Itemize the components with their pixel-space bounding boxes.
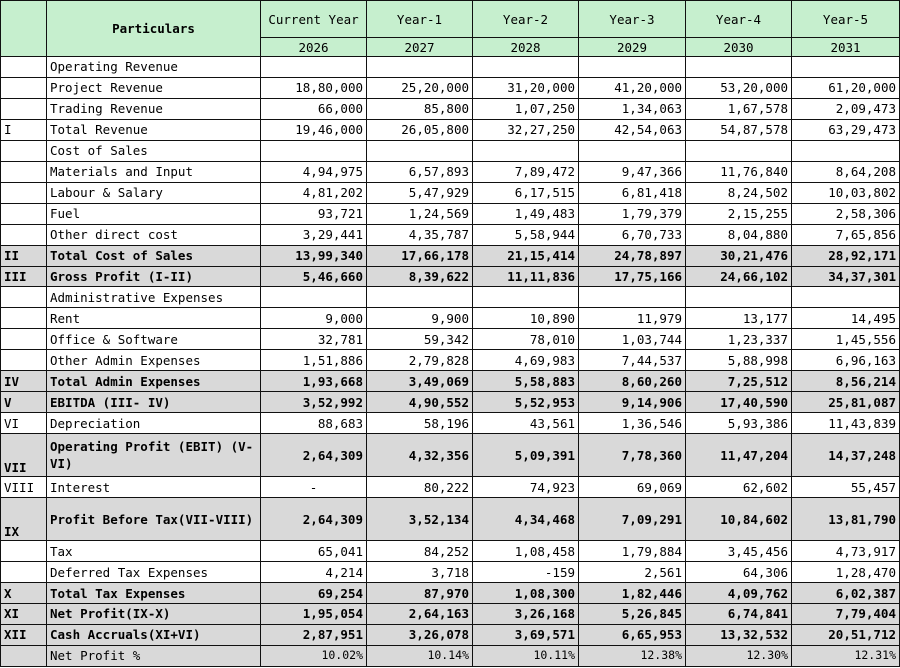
value-cell: 32,27,250 (473, 119, 579, 140)
row-label: Rent (47, 308, 261, 329)
row-number: X (1, 583, 47, 604)
value-cell: 11,47,204 (686, 434, 792, 477)
value-cell: 8,24,502 (686, 182, 792, 203)
value-cell: 3,29,441 (261, 224, 367, 245)
row-label: EBITDA (III- IV) (47, 392, 261, 413)
value-cell: 10.14% (367, 645, 473, 666)
value-cell: 64,306 (686, 562, 792, 583)
value-cell: 10.11% (473, 645, 579, 666)
row-number: II (1, 245, 47, 266)
header-row-labels (1, 1, 900, 38)
value-cell: 17,66,178 (367, 245, 473, 266)
row-number (1, 182, 47, 203)
value-cell: 9,900 (367, 308, 473, 329)
value-cell: 19,46,000 (261, 119, 367, 140)
value-cell: 8,56,214 (792, 371, 900, 392)
table-row (1, 308, 900, 329)
value-cell: 10.02% (261, 645, 367, 666)
value-cell: 7,89,472 (473, 161, 579, 182)
value-cell: 5,93,386 (686, 413, 792, 434)
row-label: Interest (47, 477, 261, 498)
table-row (1, 434, 900, 477)
value-cell: 53,20,000 (686, 77, 792, 98)
row-label: Total Tax Expenses (47, 583, 261, 604)
row-label: Total Cost of Sales (47, 245, 261, 266)
row-number: XI (1, 604, 47, 625)
value-cell: 58,196 (367, 413, 473, 434)
value-cell (579, 140, 686, 161)
value-cell: 43,561 (473, 413, 579, 434)
value-cell: 4,32,356 (367, 434, 473, 477)
row-number (1, 287, 47, 308)
value-cell: 25,20,000 (367, 77, 473, 98)
period-header-year: 2030 (686, 38, 792, 57)
value-cell: 8,04,880 (686, 224, 792, 245)
table-row (1, 98, 900, 119)
row-number (1, 541, 47, 562)
row-label: Materials and Input (47, 161, 261, 182)
period-header-year: 2026 (261, 38, 367, 57)
value-cell: 1,23,337 (686, 329, 792, 350)
row-label: Operating Revenue (47, 57, 261, 78)
value-cell: 69,254 (261, 583, 367, 604)
value-cell: 4,73,917 (792, 541, 900, 562)
table-row (1, 119, 900, 140)
value-cell: 6,02,387 (792, 583, 900, 604)
table-row (1, 413, 900, 434)
value-cell: 1,51,886 (261, 350, 367, 371)
value-cell (367, 57, 473, 78)
row-number (1, 77, 47, 98)
value-cell: 5,88,998 (686, 350, 792, 371)
value-cell: 1,28,470 (792, 562, 900, 583)
value-cell (473, 57, 579, 78)
value-cell: 11,76,840 (686, 161, 792, 182)
value-cell: 5,09,391 (473, 434, 579, 477)
row-label: Deferred Tax Expenses (47, 562, 261, 583)
value-cell: 10,84,602 (686, 498, 792, 541)
table-row (1, 477, 900, 498)
value-cell: 18,80,000 (261, 77, 367, 98)
value-cell: 1,45,556 (792, 329, 900, 350)
value-cell: 6,65,953 (579, 624, 686, 645)
value-cell: 3,718 (367, 562, 473, 583)
value-cell: 17,40,590 (686, 392, 792, 413)
value-cell (579, 57, 686, 78)
row-number: I (1, 119, 47, 140)
value-cell: 5,46,660 (261, 266, 367, 287)
value-cell (261, 287, 367, 308)
table-row (1, 624, 900, 645)
row-number: III (1, 266, 47, 287)
value-cell: 88,683 (261, 413, 367, 434)
value-cell: 6,96,163 (792, 350, 900, 371)
value-cell: 3,45,456 (686, 541, 792, 562)
row-number: V (1, 392, 47, 413)
table-row (1, 224, 900, 245)
value-cell: 21,15,414 (473, 245, 579, 266)
value-cell: 12.30% (686, 645, 792, 666)
row-label: Cash Accruals(XI+VI) (47, 624, 261, 645)
value-cell: 3,26,168 (473, 604, 579, 625)
value-cell: 6,81,418 (579, 182, 686, 203)
value-cell: 62,602 (686, 477, 792, 498)
value-cell: 3,26,078 (367, 624, 473, 645)
value-cell: 1,49,483 (473, 203, 579, 224)
value-cell: 42,54,063 (579, 119, 686, 140)
value-cell: 1,24,569 (367, 203, 473, 224)
value-cell: 3,69,571 (473, 624, 579, 645)
value-cell: 6,17,515 (473, 182, 579, 203)
value-cell: 26,05,800 (367, 119, 473, 140)
value-cell: 55,457 (792, 477, 900, 498)
value-cell: 1,82,446 (579, 583, 686, 604)
row-label: Net Profit(IX-X) (47, 604, 261, 625)
table-row (1, 329, 900, 350)
row-label: Gross Profit (I-II) (47, 266, 261, 287)
table-row (1, 140, 900, 161)
row-label: Fuel (47, 203, 261, 224)
value-cell: 4,90,552 (367, 392, 473, 413)
value-cell (686, 140, 792, 161)
value-cell: 20,51,712 (792, 624, 900, 645)
table-row (1, 392, 900, 413)
row-number (1, 562, 47, 583)
row-label: Operating Profit (EBIT) (V-VI) (47, 434, 261, 477)
value-cell: 1,79,884 (579, 541, 686, 562)
value-cell: 84,252 (367, 541, 473, 562)
value-cell: 6,57,893 (367, 161, 473, 182)
value-cell: 6,74,841 (686, 604, 792, 625)
table-row (1, 371, 900, 392)
period-header-label: Current Year (261, 1, 367, 38)
value-cell: 3,49,069 (367, 371, 473, 392)
row-number: VIII (1, 477, 47, 498)
value-cell: 12.38% (579, 645, 686, 666)
value-cell: 4,94,975 (261, 161, 367, 182)
row-number: VI (1, 413, 47, 434)
table-row (1, 498, 900, 541)
value-cell: 24,78,897 (579, 245, 686, 266)
table-row (1, 287, 900, 308)
table-row (1, 245, 900, 266)
value-cell: 4,35,787 (367, 224, 473, 245)
table-row (1, 161, 900, 182)
period-header-label: Year-4 (686, 1, 792, 38)
row-label: Profit Before Tax(VII-VIII) (47, 498, 261, 541)
value-cell: 5,52,953 (473, 392, 579, 413)
value-cell: 9,47,366 (579, 161, 686, 182)
value-cell: 4,34,468 (473, 498, 579, 541)
value-cell: 4,81,202 (261, 182, 367, 203)
value-cell: 9,000 (261, 308, 367, 329)
value-cell: 9,14,906 (579, 392, 686, 413)
value-cell: -159 (473, 562, 579, 583)
period-header-year: 2028 (473, 38, 579, 57)
value-cell (473, 140, 579, 161)
value-cell (473, 287, 579, 308)
row-number-header (1, 1, 47, 57)
value-cell: 2,58,306 (792, 203, 900, 224)
particulars-header: Particulars (47, 1, 261, 57)
period-header-label: Year-2 (473, 1, 579, 38)
row-label: Project Revenue (47, 77, 261, 98)
value-cell: 7,65,856 (792, 224, 900, 245)
row-label: Labour & Salary (47, 182, 261, 203)
value-cell (261, 140, 367, 161)
value-cell: 4,69,983 (473, 350, 579, 371)
row-number (1, 161, 47, 182)
table-row (1, 583, 900, 604)
row-label: Administrative Expenses (47, 287, 261, 308)
value-cell: 2,79,828 (367, 350, 473, 371)
row-number (1, 57, 47, 78)
value-cell (261, 57, 367, 78)
value-cell: 11,979 (579, 308, 686, 329)
row-number: IX (1, 498, 47, 541)
value-cell (367, 287, 473, 308)
value-cell: 1,08,458 (473, 541, 579, 562)
row-label: Total Admin Expenses (47, 371, 261, 392)
row-number: VII (1, 434, 47, 477)
value-cell: 10,890 (473, 308, 579, 329)
row-label: Cost of Sales (47, 140, 261, 161)
value-cell (579, 287, 686, 308)
value-cell: 24,66,102 (686, 266, 792, 287)
table-row (1, 541, 900, 562)
value-cell: 1,08,300 (473, 583, 579, 604)
value-cell: 13,32,532 (686, 624, 792, 645)
row-number (1, 350, 47, 371)
period-header-year: 2027 (367, 38, 473, 57)
value-cell: 7,44,537 (579, 350, 686, 371)
value-cell: 2,64,309 (261, 434, 367, 477)
value-cell: 32,781 (261, 329, 367, 350)
table-row (1, 57, 900, 78)
row-number: XII (1, 624, 47, 645)
value-cell: 66,000 (261, 98, 367, 119)
value-cell: 1,07,250 (473, 98, 579, 119)
value-cell: 1,34,063 (579, 98, 686, 119)
row-label: Tax (47, 541, 261, 562)
value-cell: 30,21,476 (686, 245, 792, 266)
value-cell: 7,25,512 (686, 371, 792, 392)
value-cell: 63,29,473 (792, 119, 900, 140)
value-cell: 87,970 (367, 583, 473, 604)
value-cell: 1,95,054 (261, 604, 367, 625)
row-number (1, 140, 47, 161)
value-cell: 31,20,000 (473, 77, 579, 98)
table-row (1, 266, 900, 287)
value-cell: 8,39,622 (367, 266, 473, 287)
value-cell (367, 140, 473, 161)
value-cell: 69,069 (579, 477, 686, 498)
period-header-year: 2031 (792, 38, 900, 57)
value-cell: 4,214 (261, 562, 367, 583)
value-cell: 11,11,836 (473, 266, 579, 287)
value-cell: 1,03,744 (579, 329, 686, 350)
period-header-year: 2029 (579, 38, 686, 57)
value-cell: 59,342 (367, 329, 473, 350)
row-label: Other Admin Expenses (47, 350, 261, 371)
value-cell: 10,03,802 (792, 182, 900, 203)
value-cell: 5,58,944 (473, 224, 579, 245)
value-cell: 3,52,134 (367, 498, 473, 541)
table-row (1, 604, 900, 625)
value-cell: 2,64,309 (261, 498, 367, 541)
value-cell: 1,67,578 (686, 98, 792, 119)
table-row (1, 182, 900, 203)
row-label: Net Profit % (47, 645, 261, 666)
row-label: Total Revenue (47, 119, 261, 140)
table-body (1, 57, 900, 667)
value-cell: 61,20,000 (792, 77, 900, 98)
value-cell: 5,47,929 (367, 182, 473, 203)
table-row (1, 645, 900, 666)
value-cell: 7,78,360 (579, 434, 686, 477)
value-cell: 54,87,578 (686, 119, 792, 140)
value-cell: 28,92,171 (792, 245, 900, 266)
value-cell: 14,495 (792, 308, 900, 329)
value-cell: 25,81,087 (792, 392, 900, 413)
value-cell: 1,36,546 (579, 413, 686, 434)
table-row (1, 562, 900, 583)
value-cell: 41,20,000 (579, 77, 686, 98)
value-cell: 1,79,379 (579, 203, 686, 224)
value-cell: 8,60,260 (579, 371, 686, 392)
value-cell (792, 57, 900, 78)
table-row (1, 350, 900, 371)
value-cell: 17,75,166 (579, 266, 686, 287)
value-cell: 80,222 (367, 477, 473, 498)
value-cell: 5,58,883 (473, 371, 579, 392)
value-cell: 7,79,404 (792, 604, 900, 625)
value-cell: 85,800 (367, 98, 473, 119)
value-cell: 78,010 (473, 329, 579, 350)
row-label: Other direct cost (47, 224, 261, 245)
value-cell (686, 287, 792, 308)
value-cell (792, 140, 900, 161)
row-number (1, 329, 47, 350)
value-cell: 7,09,291 (579, 498, 686, 541)
row-number (1, 203, 47, 224)
value-cell: 2,561 (579, 562, 686, 583)
value-cell: 11,43,839 (792, 413, 900, 434)
value-cell: 6,70,733 (579, 224, 686, 245)
row-label: Office & Software (47, 329, 261, 350)
value-cell: 4,09,762 (686, 583, 792, 604)
table-row (1, 77, 900, 98)
value-cell: - (261, 477, 367, 498)
value-cell: 14,37,248 (792, 434, 900, 477)
value-cell: 3,52,992 (261, 392, 367, 413)
value-cell (686, 57, 792, 78)
period-header-label: Year-1 (367, 1, 473, 38)
value-cell: 74,923 (473, 477, 579, 498)
table-row (1, 203, 900, 224)
value-cell: 13,177 (686, 308, 792, 329)
value-cell: 2,64,163 (367, 604, 473, 625)
value-cell (792, 287, 900, 308)
value-cell: 93,721 (261, 203, 367, 224)
value-cell: 34,37,301 (792, 266, 900, 287)
row-number (1, 224, 47, 245)
row-number (1, 98, 47, 119)
row-number (1, 308, 47, 329)
period-header-label: Year-5 (792, 1, 900, 38)
value-cell: 2,09,473 (792, 98, 900, 119)
period-header-label: Year-3 (579, 1, 686, 38)
value-cell: 5,26,845 (579, 604, 686, 625)
value-cell: 12.31% (792, 645, 900, 666)
value-cell: 8,64,208 (792, 161, 900, 182)
row-label: Trading Revenue (47, 98, 261, 119)
value-cell: 65,041 (261, 541, 367, 562)
value-cell: 1,93,668 (261, 371, 367, 392)
value-cell: 2,15,255 (686, 203, 792, 224)
row-label: Depreciation (47, 413, 261, 434)
row-number: IV (1, 371, 47, 392)
row-number (1, 645, 47, 666)
value-cell: 13,81,790 (792, 498, 900, 541)
value-cell: 2,87,951 (261, 624, 367, 645)
value-cell: 13,99,340 (261, 245, 367, 266)
